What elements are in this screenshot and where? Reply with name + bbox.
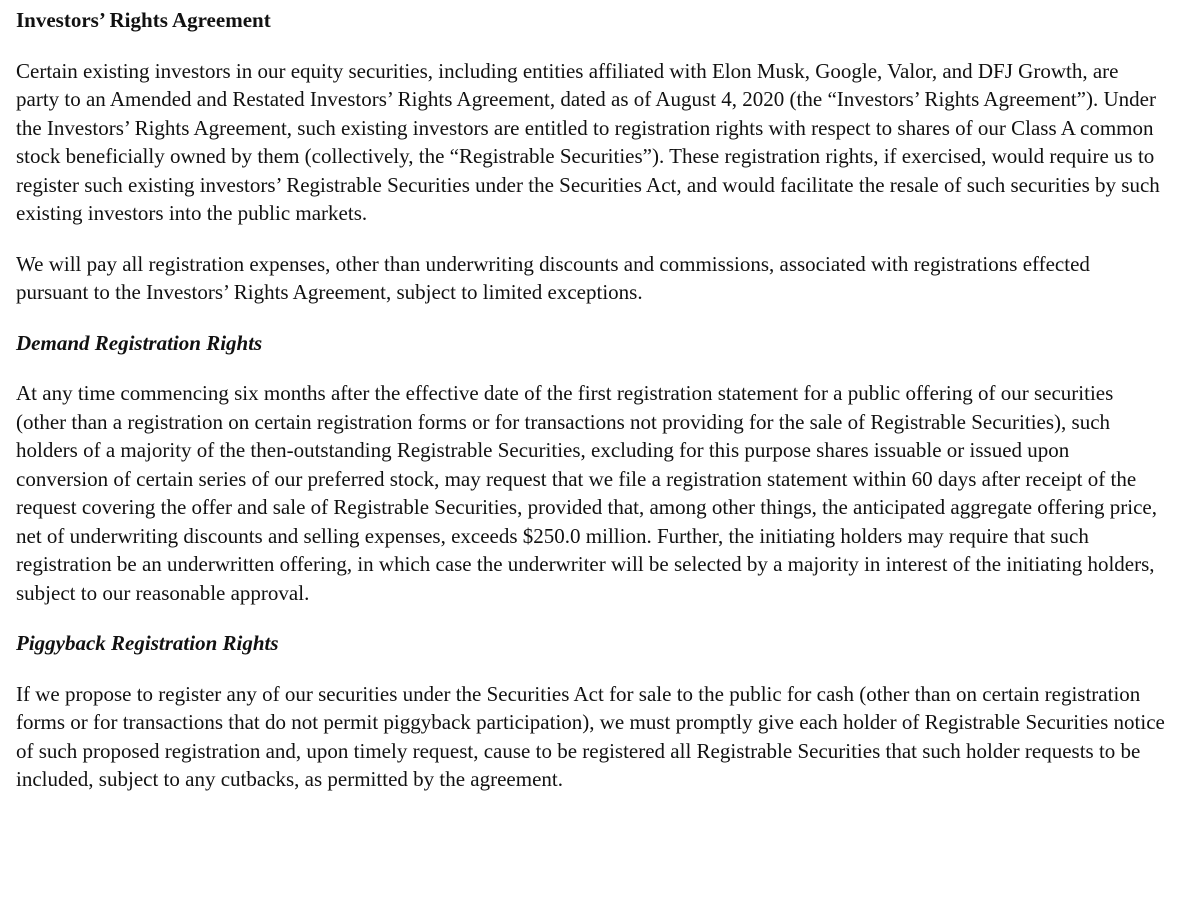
intro-paragraph: Certain existing investors in our equity securities, including entities affiliated with Elon Musk, Google, Valor, and DFJ Growth, are party to an Amended and Restated Investors’ Rights Agreement, dated as of August 4, 2020 (the “Investors’ Rights Agreement”). Under the Investors’ Rights Agreement, such existing investors are entitled to registration rights with respect to shares of our Class A common stock beneficially owned by them (collectively, the “Registrable Securities”). These registration rights, if exercised, would require us to register such existing investors’ Registrable Securities under the Securities Act, and would facilitate the resale of such securities by such existing investors into the public markets. — [16, 58, 1160, 225]
spacer — [16, 228, 1166, 250]
document-title: Investors’ Rights Agreement — [16, 8, 271, 32]
spacer — [16, 658, 1166, 680]
section-body-piggyback: If we propose to register any of our securities under the Securities Act for sale to the public for cash (other than on certain registration forms or for transactions that do not permit piggyback participation), we must promptly give each holder of Registrable Securities notice of such proposed registration and, upon timely request, cause to be registered all Registrable Securities that such holder requests to be included, subject to any cutbacks, as permitted by the agreement. — [16, 681, 1165, 791]
section-heading-piggyback: Piggyback Registration Rights — [16, 631, 279, 655]
spacer — [16, 607, 1166, 629]
expenses-paragraph: We will pay all registration expenses, other than underwriting discounts and commissions, associated with registrations effected pursuant to the Investors’ Rights Agreement, subject to limited exceptions. — [16, 251, 1090, 304]
section-heading-demand: Demand Registration Rights — [16, 330, 263, 355]
section-body-demand: At any time commencing six months after the effective date of the first registration statement for a public offering of our securities (other than a registration on certain registration forms or for transactions not providing for the sale of Registrable Securities), such holders of a majority of the then-outstanding Registrable Securities, excluding for this purpose shares issuable or issued upon conversion of certain series of our preferred stock, may request that we file a registration statement within 60 days after receipt of the request covering the offer and sale of Registrable Securities, provided that, among other things, the anticipated aggregate offering price, net of underwriting discounts and selling expenses, exceeds $250.0 million. Further, the initiating holders may require that such registration be an underwritten offering, in which case the underwriter will be selected by a majority in interest of the initiating holders, subject to our reasonable approval. — [16, 381, 1157, 605]
document — [16, 6, 1166, 794]
spacer — [16, 357, 1166, 379]
spacer — [16, 307, 1166, 329]
spacer — [16, 35, 1166, 57]
